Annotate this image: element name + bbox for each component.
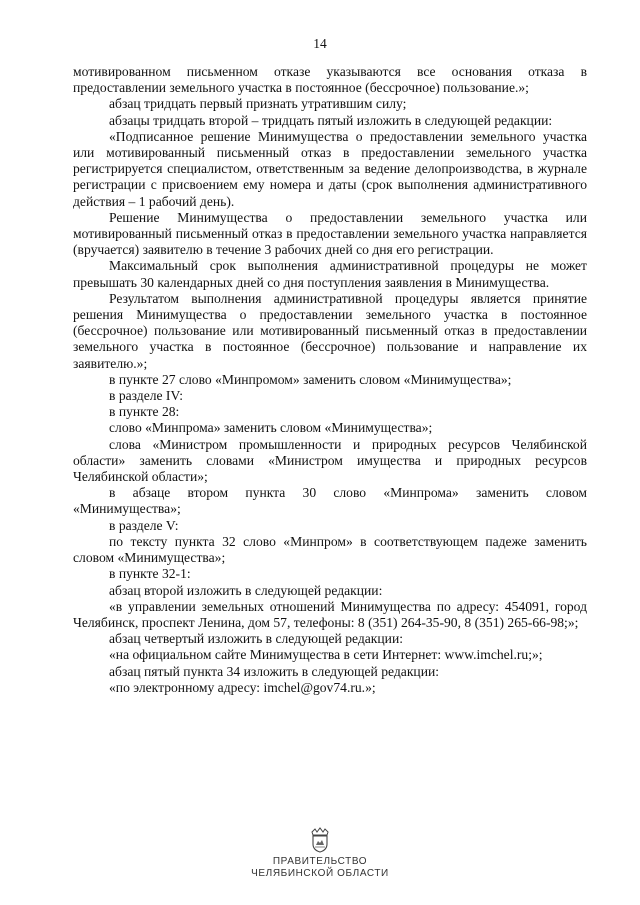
paragraph: абзац второй изложить в следующей редакции: — [109, 582, 383, 598]
paragraph: в пункте 27 слово «Минпромом» заменить словом «Минимущества»; — [109, 371, 512, 387]
paragraph: по тексту пункта 32 слово «Минпром» в соответствующем падеже заменить словом «Минимущества»; — [73, 533, 587, 566]
paragraph: абзац тридцать первый признать утратившим силу; — [109, 96, 407, 112]
paragraph: в абзаце втором пункта 30 слово «Минпрома» заменить словом «Минимущества»; — [73, 485, 587, 517]
paragraph: слова «Министром промышленности и природных ресурсов Челябинской области» заменить словами «Министром имущества и природных ресурсов Челябинской области»; — [73, 436, 587, 485]
paragraph: мотивированном письменном отказе указываются все основания отказа в предоставлении земельного участка в постоянное (бессрочное) пользование.»; — [73, 64, 587, 96]
document-body — [73, 64, 587, 696]
paragraph: в пункте 32-1: — [109, 566, 191, 582]
paragraph: Максимальный срок выполнения административной процедуры не может превышать 30 календарных дней со дня поступления заявления в Минимущества. — [73, 258, 587, 290]
coat-of-arms-icon — [309, 826, 331, 854]
paragraph: Результатом выполнения административной процедуры является принятие решения Минимущества о предоставлении земельного участка в постоянное (бессрочное) пользование или мотивированный письменный отказ в предоставлении земельного участка в постоянное (бессрочное) пользование и направление их заявителю.»; — [73, 290, 587, 371]
footer-line-region: ЧЕЛЯБИНСКОЙ ОБЛАСТИ — [251, 868, 389, 879]
paragraph: Решение Минимущества о предоставлении земельного участка или мотивированный письменный отказ в предоставлении земельного участка направляется (вручается) заявителю в течение 3 рабочих дней со дня его регистрации. — [73, 209, 587, 258]
paragraph: в разделе IV: — [109, 388, 184, 404]
footer-line-government: ПРАВИТЕЛЬСТВО — [272, 856, 368, 867]
paragraph: абзацы тридцать второй – тридцать пятый изложить в следующей редакции: — [109, 112, 553, 128]
page-number: 14 — [313, 36, 327, 51]
paragraph: «по электронному адресу: imchel@gov74.ru.»; — [109, 679, 376, 695]
document-footer — [0, 826, 640, 880]
paragraph: в пункте 28: — [109, 404, 180, 420]
paragraph: абзац пятый пункта 34 изложить в следующей редакции: — [109, 663, 440, 679]
paragraph: в разделе V: — [109, 517, 179, 533]
paragraph: «Подписанное решение Минимущества о предоставлении земельного участка или мотивированный письменный отказ в предоставлении земельного участка регистрируется специалистом, ответственным за ведение делопроизводства, в журнале регистрации с присвоением ему номера и даты (срок выполнения административного действия – 1 рабочий день). — [73, 128, 587, 209]
paragraph: «в управлении земельных отношений Минимущества по адресу: 454091, город Челябинск, проспект Ленина, дом 57, телефоны: 8 (351) 264-35-90, 8 (351) 265-66-98;»; — [73, 598, 587, 630]
paragraph: абзац четвертый изложить в следующей редакции: — [109, 631, 404, 647]
paragraph: слово «Минпрома» заменить словом «Минимущества»; — [109, 420, 433, 436]
paragraph: «на официальном сайте Минимущества в сети Интернет: www.imchel.ru;»; — [109, 647, 543, 663]
